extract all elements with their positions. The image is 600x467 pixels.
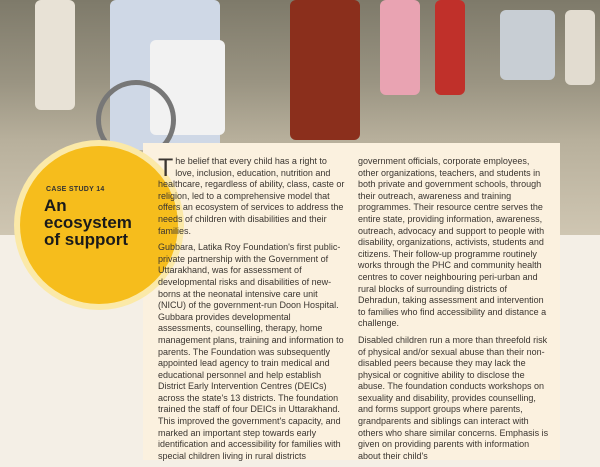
paragraph: The belief that every child has a right to love, inclusion, education, nutrition and healthcare, regardless of ability, class, caste or religion, led to a comprehensive model that offers an ecosystem of services to address the needs of children with disabilities and their families. [158,154,345,236]
title-line: ecosystem [44,213,132,232]
paragraph: Gubbara, Latika Roy Foundation's first public-private partnership with the Government of Uttarakhand, was for assessment of developmental risks and disabilities of new-borns at the neonatal intensive care unit (NICU) of the government-run Doon Hospital. Gubbara provides developmental assessments, counselling, therapy, home management plans, training and information to parents. The Foundation was subsequently appointed lead agency to train medical and educational personnel and help establish District Early Intervention Centres (DEICs) across the state's 13 districts. The foundation trained the staff of four DEICs in Uttarakhand. This improved the government's capacity, and marked an important step towards early identification and accessibility for families with special children living in rural districts [158,242,344,461]
text-column-left [158,156,348,467]
case-study-label: CASE STUDY 14 [46,186,105,193]
text-column-right [358,156,550,467]
case-study-title [44,197,164,248]
paragraph: Disabled children run a more than threefold risk of physical and/or sexual abuse than their non-disabled peers because they may lack the physical or cognitive ability to disclose the abuse. The foundation conducts workshops on sexuality and disability, provides counselling, and forms support groups where parents, grandparents and siblings can interact with others who share similar concerns. Emphasis is given on providing parents with information about their child's [358,334,549,461]
drop-cap: T [158,154,174,182]
title-line: of support [44,230,129,249]
paragraph: government officials, corporate employees, other organizations, teachers, and students in both private and government schools, through their outreach, awareness and training programmes. Their resource centre serves the entire state, providing information, awareness, outreach, advocacy and support to people with disability, organizations, activists, students and citizens. Their follow-up programme routinely works through the PHC and community health centres to cover neighbouring peri-urban and rural blocks of surrounding districts of Dehradun, taking assessment and intervention to families who find accessibility and distance a challenge. [358,156,547,329]
title-line: An [44,196,67,215]
